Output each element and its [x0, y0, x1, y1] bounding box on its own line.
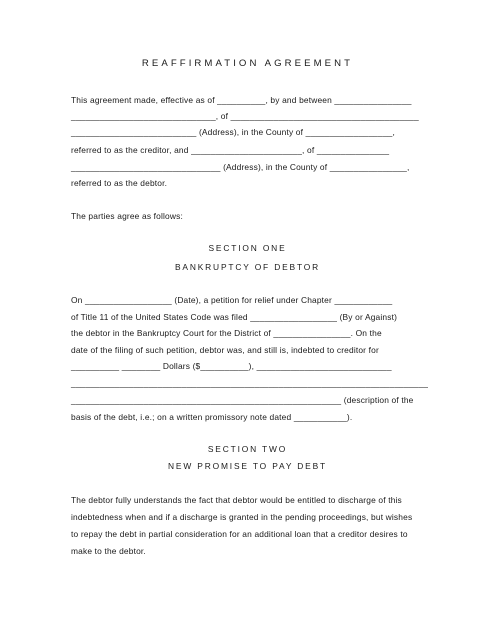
section-one-line: the debtor in the Bankruptcy Court for the District of ________________. On the [71, 328, 382, 338]
intro-line: This agreement made, effective as of __________, by and between ________________ [71, 95, 412, 105]
section-two-subheading: NEW PROMISE TO PAY DEBT [168, 461, 327, 471]
section-one-line: ________________________________________________________ (description of the [71, 395, 414, 405]
section-one-line: date of the filing of such petition, debtor was, and still is, indebted to creditor for [71, 345, 379, 355]
section-one-subheading: BANKRUPTCY OF DEBTOR [174, 262, 321, 272]
intro-line: referred to as the debtor. [71, 178, 168, 188]
section-one-line: basis of the debt, i.e.; on a written promissory note dated ___________). [71, 412, 353, 422]
section-two-line: to repay the debt in partial consideration for an additional loan that a creditor desires to [71, 529, 408, 539]
intro-line: __________________________ (Address), in the County of __________________, [71, 127, 395, 137]
section-one-line: of Title 11 of the United States Code was filed __________________ (By or Against) [71, 312, 398, 322]
section-one-line: __________________________________________________________________________ [71, 378, 429, 388]
section-one-heading: SECTION ONE [208, 243, 287, 253]
intro-line: _______________________________ (Address), in the County of ________________, [71, 162, 410, 172]
parties-line: The parties agree as follows: [71, 211, 183, 221]
intro-line: ______________________________, of _______________________________________ [71, 111, 419, 121]
document-title: REAFFIRMATION AGREEMENT [141, 58, 354, 69]
section-two-line: indebtedness when and if a discharge is granted in the pending proceedings, but wishes [71, 512, 413, 522]
section-one-line: On __________________ (Date), a petition for relief under Chapter ____________ [71, 295, 393, 305]
section-two-line: The debtor fully understands the fact that debtor would be entitled to discharge of this [71, 495, 402, 505]
intro-line: referred to as the creditor, and _______________________, of _______________ [71, 145, 390, 155]
section-two-line: make to the debtor. [71, 546, 146, 556]
section-two-heading: SECTION TWO [207, 444, 288, 454]
section-one-line: __________ ________ Dollars ($__________), ____________________________ [71, 361, 392, 371]
